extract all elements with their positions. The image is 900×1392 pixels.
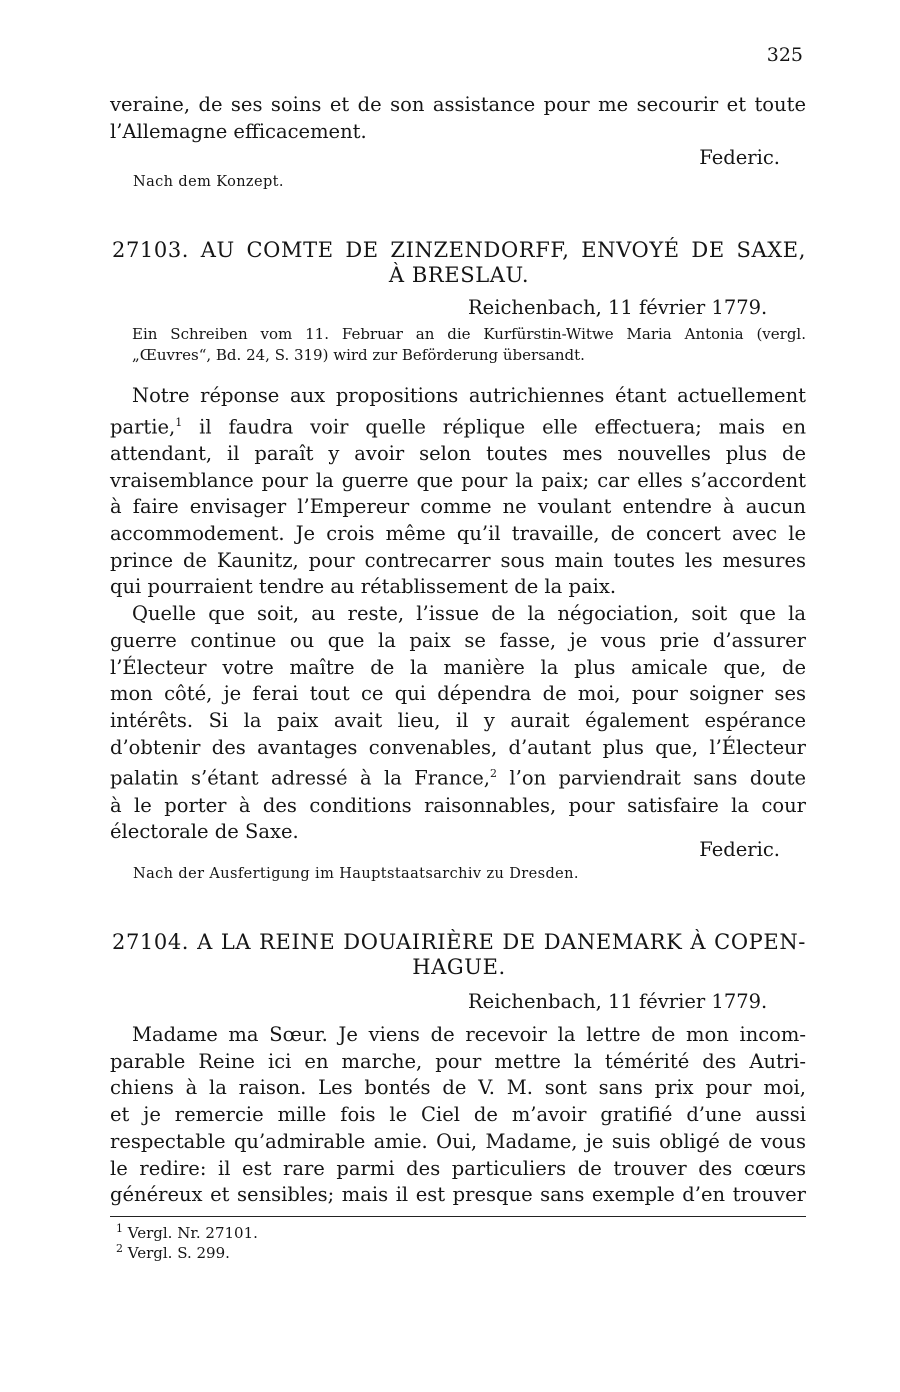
text-line: Quelle que soit, au reste, l’issue de la négociation, soit que la bbox=[132, 602, 806, 626]
note-line: „Œuvres“, Bd. 24, S. 319) wird zur Beförderung übersandt. bbox=[132, 346, 585, 364]
text-line: généreux et sensibles; mais il est presque sans exemple d’en trouver bbox=[110, 1183, 806, 1207]
text-line bbox=[110, 761, 806, 792]
text-line: attendant, il paraît y avoir selon toutes mes nouvelles plus de bbox=[110, 441, 806, 465]
text-fragment: l’on parviendrait sans doute bbox=[496, 766, 807, 790]
text-fragment: il faudra voir quelle réplique elle effectuera; mais en bbox=[182, 415, 806, 439]
footnote-divider bbox=[110, 1216, 806, 1217]
heading-line: 27104. A LA REINE DOUAIRIÈRE DE DANEMARK À COPEN- bbox=[112, 930, 806, 954]
text-line: veraine, de ses soins et de son assistance pour me secourir et toute bbox=[110, 93, 806, 116]
text-line: d’obtenir des avantages convenables, d’autant plus que, l’Électeur bbox=[110, 735, 806, 759]
page-number: 325 bbox=[766, 44, 803, 66]
footnote bbox=[116, 1222, 258, 1242]
letter-heading bbox=[112, 238, 806, 288]
heading-line: HAGUE. bbox=[412, 955, 506, 979]
text-line: chiens à la raison. Les bontés de V. M. sont sans prix pour moi, bbox=[110, 1076, 806, 1100]
text-fragment: partie, bbox=[110, 415, 176, 439]
footnote-mark: 1 bbox=[116, 1222, 123, 1235]
text-line: qui pourraient tendre au rétablissement de la paix. bbox=[110, 575, 617, 599]
footnote-ref: 1 bbox=[175, 415, 183, 429]
heading-line: 27103. AU COMTE DE ZINZENDORFF, ENVOYÉ DE SAXE, bbox=[112, 238, 806, 262]
footnote bbox=[116, 1242, 230, 1262]
editorial-note bbox=[132, 324, 806, 366]
text-line: vraisemblance pour la guerre que pour la paix; car elles s’accordent bbox=[110, 468, 806, 492]
text-line: le redire: il est rare parmi des particuliers de trouver des cœurs bbox=[110, 1156, 806, 1180]
letter-paragraph bbox=[110, 1022, 806, 1209]
heading-line: À BRESLAU. bbox=[388, 263, 530, 287]
text-line: mon côté, je ferai tout ce qui dépendra de moi, pour soigner ses bbox=[110, 682, 806, 706]
text-line: à faire envisager l’Empereur comme ne voulant entendre à aucun bbox=[110, 495, 806, 519]
text-line: et je remercie mille fois le Ciel de m’avoir gratifié d’une aussi bbox=[110, 1103, 806, 1127]
letter-paragraph bbox=[110, 383, 806, 846]
note-line: Ein Schreiben vom 11. Februar an die Kurfürstin-Witwe Maria Antonia (vergl. bbox=[132, 325, 806, 343]
signature: Federic. bbox=[699, 146, 780, 169]
text-line: guerre continue ou que la paix se fasse, je vous prie d’assurer bbox=[110, 628, 806, 652]
source-note: Nach dem Konzept. bbox=[133, 174, 284, 190]
dateline: Reichenbach, 11 février 1779. bbox=[468, 990, 768, 1013]
text-line: à le porter à des conditions raisonnables, pour satisfaire la cour bbox=[110, 793, 806, 817]
text-line: électorale de Saxe. bbox=[110, 820, 299, 844]
text-line: l’Électeur votre maître de la manière la plus amicale que, de bbox=[110, 655, 806, 679]
footnote-ref: 2 bbox=[489, 767, 497, 781]
continuation-paragraph bbox=[110, 92, 806, 145]
text-line: Notre réponse aux propositions autrichiennes étant actuellement bbox=[132, 384, 806, 407]
footnote-text: Vergl. Nr. 27101. bbox=[127, 1224, 258, 1242]
text-line: respectable qu’admirable amie. Oui, Madame, je suis obligé de vous bbox=[110, 1129, 806, 1153]
dateline: Reichenbach, 11 février 1779. bbox=[468, 296, 768, 319]
footnote-mark: 2 bbox=[116, 1242, 123, 1255]
letter-heading bbox=[112, 930, 806, 980]
footnote-text: Vergl. S. 299. bbox=[127, 1244, 230, 1262]
text-line: intérêts. Si la paix avait lieu, il y aurait également espérance bbox=[110, 708, 806, 732]
source-note: Nach der Ausfertigung im Hauptstaatsarchiv zu Dresden. bbox=[133, 866, 579, 882]
text-line: prince de Kaunitz, pour contrecarrer sous main toutes les mesures bbox=[110, 548, 806, 572]
text-line: accommodement. Je crois même qu’il travaille, de concert avec le bbox=[110, 522, 806, 546]
text-line: parable Reine ici en marche, pour mettre la témérité des Autri- bbox=[110, 1049, 806, 1073]
text-line: l’Allemagne efficacement. bbox=[110, 119, 367, 143]
text-line: Madame ma Sœur. Je viens de recevoir la lettre de mon incom- bbox=[132, 1023, 806, 1046]
text-line bbox=[110, 410, 806, 441]
signature: Federic. bbox=[699, 838, 780, 861]
text-fragment: palatin s’étant adressé à la France, bbox=[110, 766, 490, 790]
